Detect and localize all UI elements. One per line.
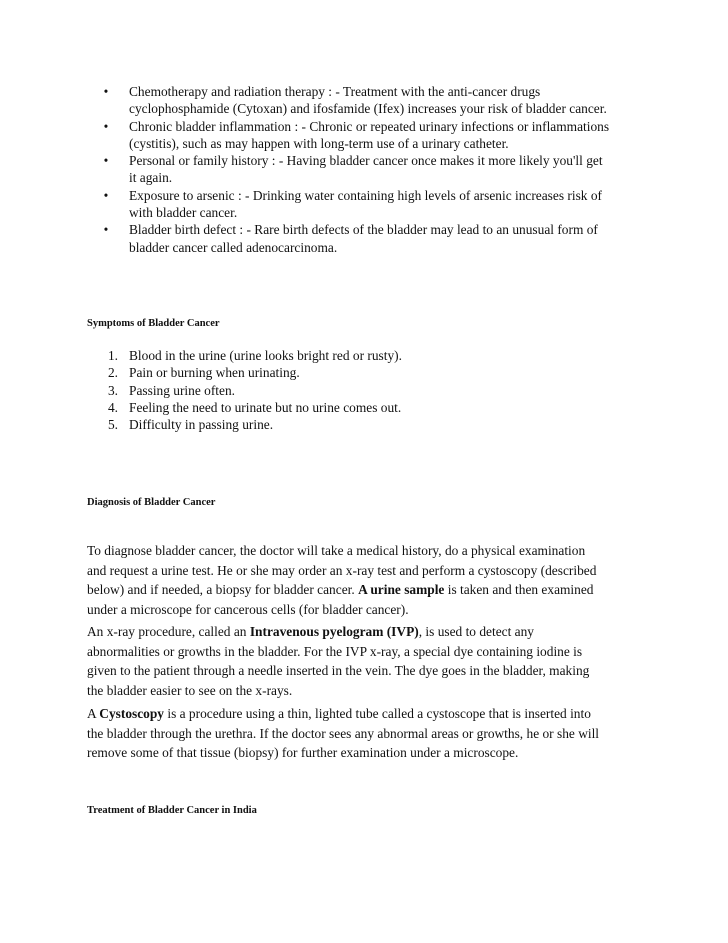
diagnosis-paragraph-cystoscopy [87,704,647,763]
bullet-icon: • [103,187,109,203]
bold-term-urine-sample: A urine sample [358,582,445,598]
list-item [96,152,656,187]
list-number: 4. [107,399,118,415]
list-item [96,83,656,118]
diagnosis-heading: Diagnosis of Bladder Cancer [87,497,216,508]
list-item-line: bladder cancer called adenocarcinoma. [129,239,338,255]
paragraph-line: To diagnose bladder cancer, the doctor will take a medical history, do a physical examination [87,543,586,558]
list-item-line: Chronic bladder inflammation : - Chronic or repeated urinary infections or inflammations [129,118,610,134]
paragraph-text: is taken and then examined [444,582,594,598]
list-item-line: Personal or family history : - Having bladder cancer once makes it more likely you'll get [129,153,603,169]
list-item [96,382,616,399]
list-item-line: cyclophosphamide (Cytoxan) and ifosfamide (Ifex) increases your risk of bladder cancer. [129,101,607,117]
list-number: 1. [107,348,118,363]
bold-term-cystoscopy: Cystoscopy [99,706,165,721]
list-item [96,399,616,416]
paragraph-line: given to the patient through a needle inserted in the vein. The dye goes in the bladder, making [87,663,590,679]
risk-factor-list [96,83,656,256]
paragraph-line: abnormalities or growths in the bladder. For the IVP x-ray, a special dye containing iodine is [87,643,583,659]
bullet-icon: • [103,84,109,99]
bold-term-ivp: Intravenous pyelogram (IVP) [249,624,419,639]
list-item-text: Pain or burning when urinating. [129,365,300,381]
paragraph-line: and request a urine test. He or she may order an x-ray test and perform a cystoscopy (described [87,562,597,578]
list-item [96,118,656,153]
paragraph-text: is a procedure using a thin, lighted tube called a cystoscope that is inserted into [164,706,591,721]
diagnosis-paragraph-urine-test [87,541,647,619]
bullet-icon: • [103,118,109,134]
treatment-heading: Treatment of Bladder Cancer in India [87,805,257,816]
symptoms-heading: Symptoms of Bladder Cancer [87,318,220,329]
list-item [96,221,656,256]
list-item-line: it again. [129,170,173,186]
paragraph-line: remove some of that tissue (biopsy) for further examination under a microscope. [87,745,519,761]
bullet-icon: • [103,153,109,169]
list-item-line: Chemotherapy and radiation therapy : - Treatment with the anti-cancer drugs [129,84,541,99]
symptoms-list [96,347,616,433]
list-item-text: Feeling the need to urinate but no urine comes out. [129,399,402,415]
list-number: 5. [107,417,118,433]
list-item [96,347,616,364]
paragraph-text: A [87,706,100,721]
paragraph-line: under a microscope for cancerous cells (for bladder cancer). [87,601,409,617]
list-item-text: Blood in the urine (urine looks bright red or rusty). [129,348,402,363]
list-item-line: Exposure to arsenic : - Drinking water containing high levels of arsenic increases risk of [129,187,602,203]
list-item-text: Difficulty in passing urine. [129,417,274,433]
paragraph-line [87,622,647,642]
diagnosis-paragraph-ivp [87,622,647,700]
list-item-line: (cystitis), such as may happen with long-term use of a urinary catheter. [129,135,509,151]
list-item [96,187,656,222]
bullet-icon: • [103,222,109,238]
paragraph-text: An x-ray procedure, called an [87,624,250,639]
paragraph-line [87,704,647,724]
list-item-line: Bladder birth defect : - Rare birth defects of the bladder may lead to an unusual form of [129,222,598,238]
list-item-text: Passing urine often. [129,382,235,398]
list-item [96,364,616,381]
list-number: 2. [107,365,118,381]
list-item [96,416,616,433]
paragraph-text: , is used to detect any [418,624,534,639]
paragraph-line: the bladder easier to see on the x-rays. [87,682,293,698]
paragraph-line: the bladder through the urethra. If the doctor sees any abnormal areas or growths, he or she will [87,725,600,741]
list-item-line: with bladder cancer. [129,205,238,221]
list-number: 3. [107,382,118,398]
paragraph-line [87,580,647,600]
paragraph-text: below) and if needed, a biopsy for bladder cancer. [87,582,359,598]
